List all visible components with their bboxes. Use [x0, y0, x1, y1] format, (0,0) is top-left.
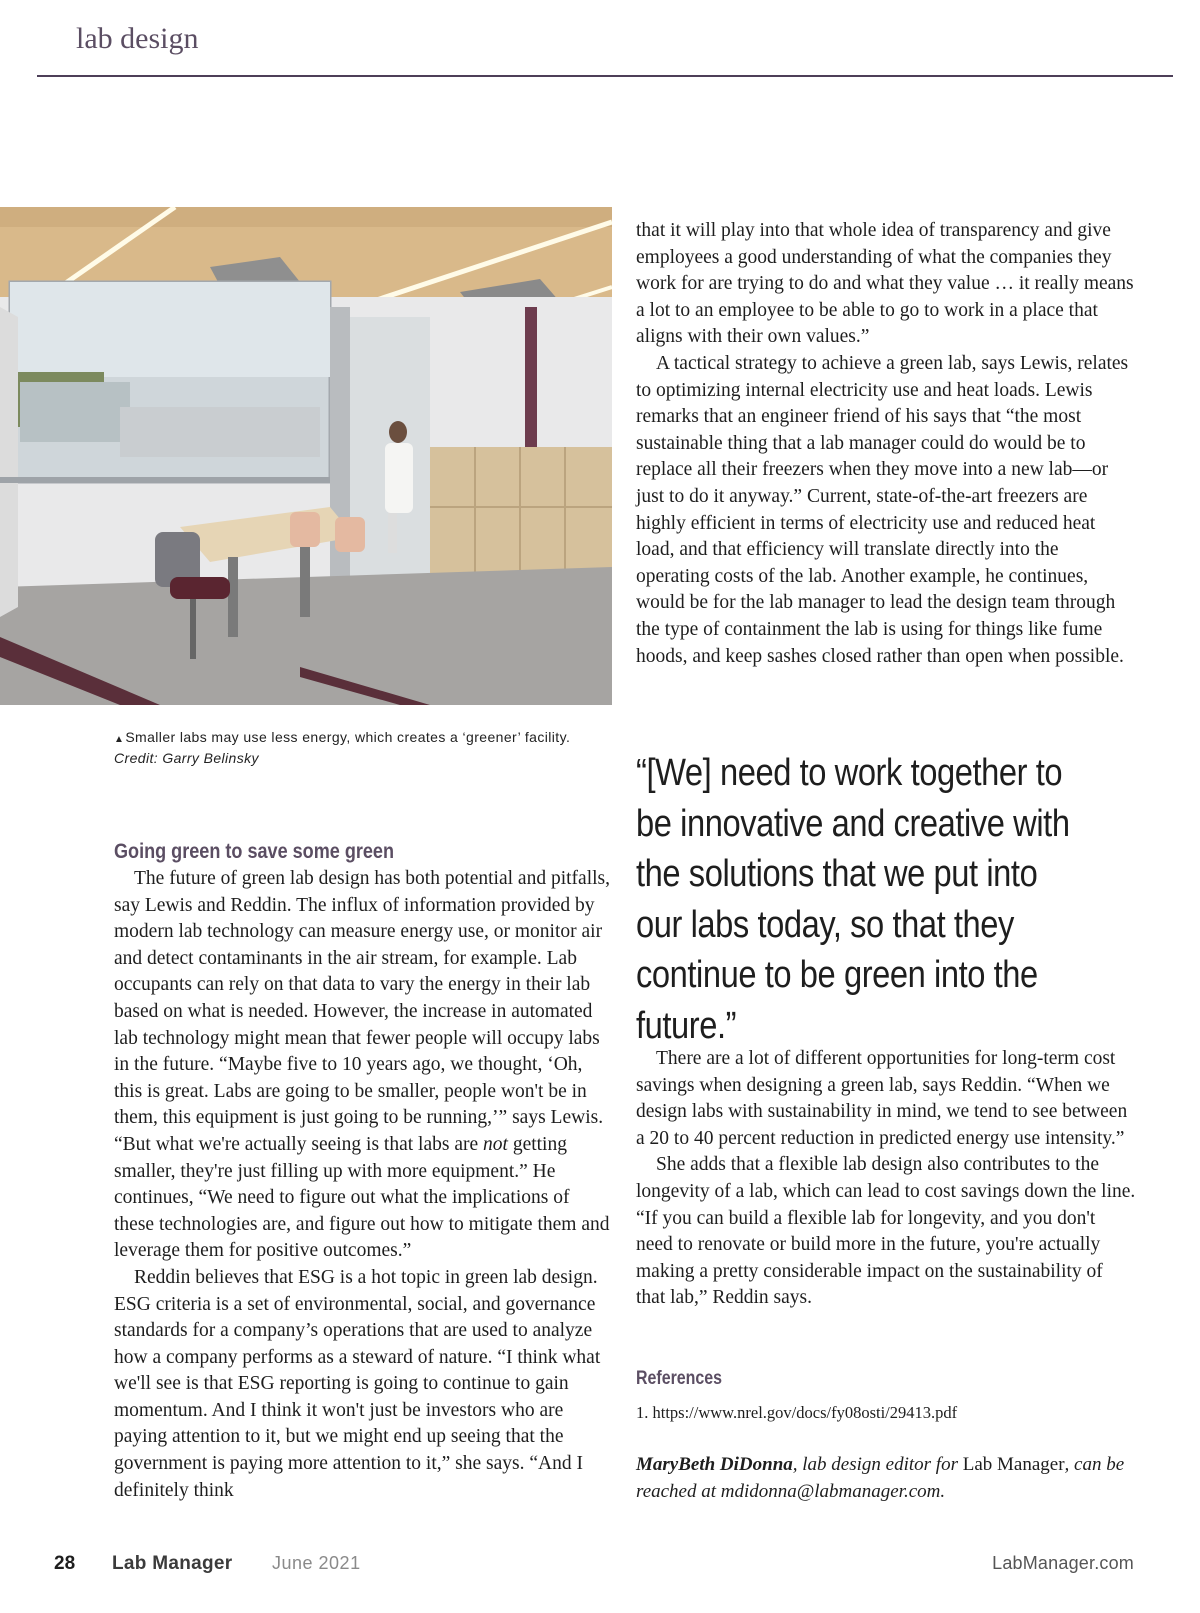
references-heading: References: [636, 1368, 723, 1389]
section-label: lab design: [76, 22, 199, 55]
publication-name: Lab Manager: [962, 1454, 1065, 1475]
paragraph: A tactical strategy to achieve a green lab, says Lewis, relates to optimizing internal electricity use and heat loads. Lewis remarks that an engineer friend of his says that “the most sustainable thing that a lab manager could do would be to replace all their freezers when they move into a new lab—or just to do it anyway.” Current, state-of-the-art freezers are highly efficient in terms of electricity use and reduced heat load, and that efficiency will translate directly into the operating costs of the lab. Another example, he continues, would be for the lab manager to lead the design team through the type of containment the lab is using for things like fume hoods, and keep sashes closed rather than open when possible.: [636, 352, 1129, 667]
author-role: , lab design editor for: [792, 1454, 963, 1475]
author-contact: , can be reached at mdidonna@labmanager.com.: [636, 1454, 1125, 1502]
pull-quote: “[We] need to work together to be innovative and creative with the solutions that we put into our labs today, so that they continue to be green into the future.”: [636, 752, 1070, 1047]
paragraph: There are a lot of different opportunities for long-term cost savings when designing a green lab, says Reddin. “When we design labs with sustainability in mind, we tend to see between a 20 to 40 percent reduction in predicted energy use intensity.”: [636, 1048, 1128, 1149]
website-link[interactable]: LabManager.com: [992, 1553, 1134, 1573]
caption-text: Smaller labs may use less energy, which creates a ‘greener’ facility.: [125, 729, 571, 745]
header-divider: [37, 75, 1173, 77]
lab-photo: [0, 207, 612, 705]
paragraph-text: getting smaller, they're just filling up with more equipment.” He continues, “We need to figure out what the implications of these technologies are, and figure out how to mitigate them and leverage them for positive outcomes.”: [114, 1133, 610, 1262]
left-column: [114, 838, 610, 1504]
paragraph: Reddin believes that ESG is a hot topic in green lab design. ESG criteria is a set of environmental, social, and governance standards for a company’s operations that are used to analyze how a company performs as a steward of nature. “I think what we'll see is that ESG reporting is going to continue to gain momentum. And I think it won't just be investors who are paying attention to it, but we might end up seeing that the government is paying more attention to it,” she says. “And I definitely think: [114, 1266, 601, 1501]
emphasis-text: not: [483, 1133, 508, 1155]
page-number: 28: [54, 1553, 76, 1574]
section-subhead: Going green to save some green: [114, 840, 395, 863]
author-bio: [636, 1452, 1136, 1505]
caption-credit: Credit: Garry Belinsky: [114, 750, 259, 766]
paragraph: that it will play into that whole idea of transparency and give employees a good understanding of what the companies they work for are trying to do and what they value … it really means a lot to an employee to be able to go to work in a place that aligns with their own values.”: [636, 220, 1134, 348]
photo-caption: [114, 728, 594, 767]
right-column-bottom: [636, 1046, 1136, 1312]
paragraph: [114, 866, 610, 1265]
issue-date: June 2021: [272, 1553, 361, 1573]
author-name: MaryBeth DiDonna: [636, 1454, 793, 1475]
right-column-top: [636, 218, 1136, 670]
paragraph-text: The future of green lab design has both potential and pitfalls, say Lewis and Reddin. The influx of information provided by modern lab technology can measure energy use, or monitor air and detect contaminants in the air stream, for example. Lab occupants can rely on that data to vary the energy in their lab based on what is needed. However, the increase in automated lab technology might mean that fewer people will occupy labs in the future. “Maybe five to 10 years ago, we thought, ‘Oh, this is great. Labs are going to be smaller, people won't be in them, this equipment is just going to be running,’” says Lewis. “But what we're actually seeing is that labs are: [114, 868, 610, 1155]
triangle-up-icon: ▲: [114, 734, 125, 745]
magazine-name: Lab Manager: [112, 1553, 233, 1574]
reference-link[interactable]: 1. https://www.nrel.gov/docs/fy08osti/29413.pdf: [636, 1403, 958, 1422]
paragraph: She adds that a flexible lab design also contributes to the longevity of a lab, which can lead to cost savings down the line. “If you can build a flexible lab for longevity, and you don't need to renovate or build more in the future, you're actually making a pretty considerable impact on the sustainability of that lab,” Reddin says.: [636, 1154, 1136, 1309]
